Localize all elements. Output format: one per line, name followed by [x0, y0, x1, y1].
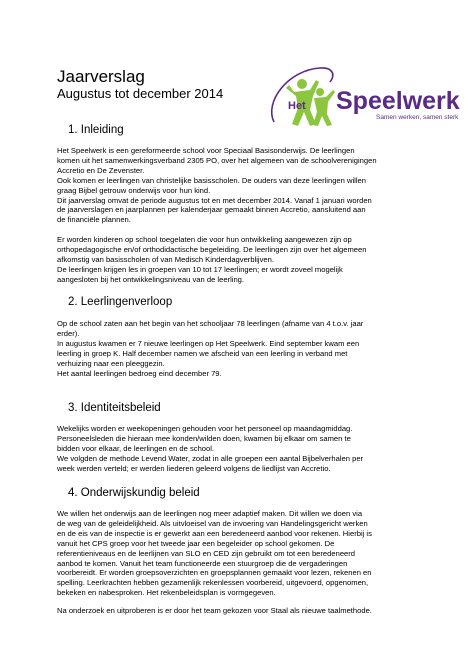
paragraph-leerlingenverloop: Op de school zaten aan het begin van het schooljaar 78 leerlingen (afname van 4 t.o.v. jaar erder). In augustus kwamen er 7 nieuwe leerlingen op Het Speelwerk. Eind september kwam een leerling in groep K. Half december namen we afscheid van een leerling in verband met verhuizing naar een pleeggezin. Het aantal leerlingen bedroeg eind december 79. [57, 319, 364, 378]
paragraph-inleiding-1: Het Speelwerk is een gereformeerde school voor Speciaal Basisonderwijs. De leerlingen komen uit het samenwerkingsverband 2305 PO, over het algemeen van de schoolverenigingen Accretio en De Zevenster. Ook komen er leerlingen van christelijke basisscholen. De ouders van deze leerlingen willen graag Bijbel getrouw onderwijs voor hun kind. Dit jaarverslag omvat de periode augustus tot en met december 2014. Vanaf 1 januari worden de jaarverslagen en jaarplannen per kalenderjaar gemaakt binnen Accretio, aansluitend aan de financiële plannen. [57, 146, 377, 225]
document-title: Jaarverslag [57, 67, 145, 86]
paragraph-inleiding-2: Er worden kinderen op school toegelaten die voor hun ontwikkeling aangewezen zijn op orthopedagogische en/of orthodidactische begeleiding. De leerlingen zijn over het algemeen afkomstig van basisscholen of van Medisch Kinderdagverblijven. De leerlingen krijgen les in groepen van 10 tot 17 leerlingen; er wordt zoveel mogelijk aangesloten bij het ontwikkelingsniveau van de leerling. [57, 235, 367, 284]
paragraph-onderwijskundig-2: Na onderzoek en uitproberen is er door het team gekozen voor Staal als nieuwe taalmethode. [57, 606, 372, 615]
school-logo [258, 62, 460, 132]
logo-prefix: Het [288, 100, 306, 112]
section-heading-onderwijskundig-beleid: 4. Onderwijskundig beleid [68, 487, 200, 499]
logo-name: Speelwerk [336, 87, 460, 115]
section-heading-inleiding: 1. Inleiding [68, 124, 124, 136]
paragraph-onderwijskundig-1: We willen het onderwijs aan de leerlingen nog meer adaptief maken. Dit willen we doen via de weg van de geleidelijkheid. Als uitvloeisel van de invoering van Handelingsgericht werken en de eis van de inspectie is er gewerkt aan een beredeneerd aanbod voor rekenen. Hierbij is vanuit het CPS groep voor het tweede jaar een begeleider op school gekomen. De referentieniveaus en de leerlijnen van SLO en CED zijn gebruikt om tot een beredeneerd aanbod te komen. Vanuit het team functioneerde een stuurgroep die de vergaderingen voorbereidt. Er worden groepsoverzichten en groepsplannen gemaakt voor lezen, rekenen en spelling. Leerkrachten hebben gezamenlijk rekenlessen voorbereid, uitgevoerd, opgenomen, bekeken en nabesproken. Het rekenbeleidsplan is vormgegeven. [57, 509, 372, 598]
logo-tagline: Samen werken, samen sterk [376, 114, 459, 121]
section-heading-identiteitsbeleid: 3. Identiteitsbeleid [68, 402, 161, 414]
document-subtitle: Augustus tot december 2014 [57, 86, 224, 101]
section-heading-leerlingenverloop: 2. Leerlingenverloop [68, 296, 173, 308]
paragraph-identiteitsbeleid: Wekelijks worden er weekopeningen gehouden voor het personeel op maandagmiddag. Personeelsleden die hieraan mee konden/wilden doen, kwamen bij elkaar om samen te bidden voor elkaar, de leerlingen en de school. We volgden de methode Levend Water, zodat in alle groepen een aantal Bijbelverhalen per week werden verteld; er werden liederen geleerd volgens de liedlijst van Accretio. [57, 424, 364, 473]
